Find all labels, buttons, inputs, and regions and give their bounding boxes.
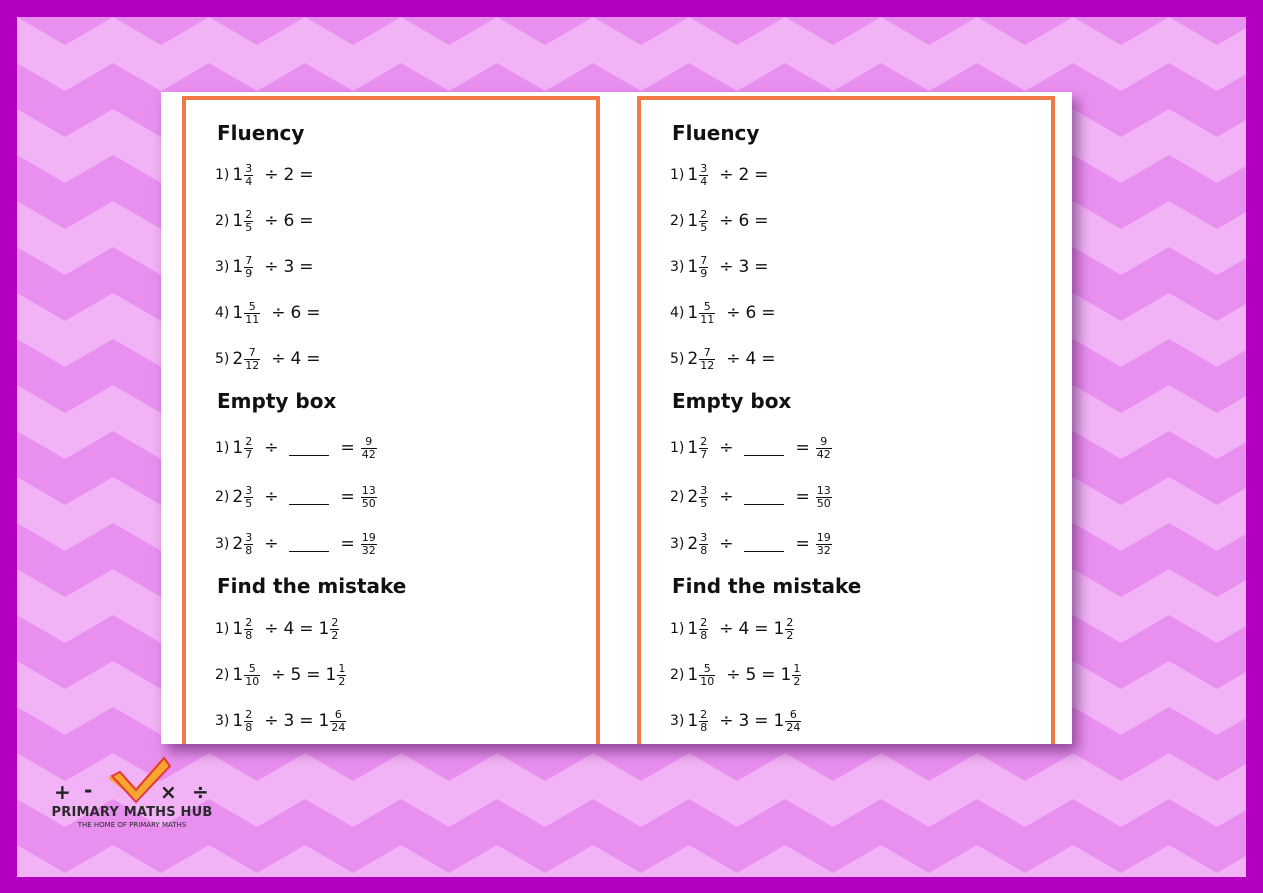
question-number: 2)	[670, 213, 685, 229]
result-fraction-numerator: 9	[365, 434, 373, 448]
fraction-numerator: 5	[248, 661, 256, 675]
divide-sign: ÷	[264, 165, 279, 185]
fraction	[699, 532, 708, 557]
divide-sign: ÷	[719, 711, 734, 731]
result-fraction-denominator: 24	[786, 720, 801, 734]
result-fraction-denominator: 42	[816, 447, 831, 461]
result-fraction-denominator: 2	[331, 628, 339, 642]
fraction-denominator: 8	[700, 543, 708, 557]
equals-sign: =	[761, 665, 776, 685]
equals-sign: =	[340, 487, 355, 507]
equals-sign: =	[795, 438, 810, 458]
fraction-denominator: 8	[245, 720, 253, 734]
question-number: 2)	[670, 489, 685, 505]
answer-blank	[744, 537, 784, 552]
question-number: 3)	[670, 536, 685, 552]
result-fraction-numerator: 13	[361, 483, 376, 497]
result-fraction-denominator: 32	[361, 543, 376, 557]
fraction-denominator: 10	[245, 674, 260, 688]
question-number: 5)	[670, 351, 685, 367]
question-number: 3)	[670, 259, 685, 275]
fraction-numerator: 2	[245, 615, 253, 629]
fraction-numerator: 7	[248, 345, 256, 359]
whole-number: 1	[687, 711, 699, 731]
answer-blank	[289, 441, 329, 456]
equals-sign: =	[754, 619, 769, 639]
fraction	[244, 209, 253, 234]
fraction-denominator: 4	[700, 174, 708, 188]
divide-sign: ÷	[264, 487, 279, 507]
fraction	[244, 436, 253, 461]
whole-number: 2	[232, 349, 244, 369]
primary-maths-hub-logo	[40, 752, 230, 832]
whole-number: 1	[232, 711, 244, 731]
section-title-find-mistake: Find the mistake	[672, 574, 862, 598]
result-fraction	[337, 663, 346, 688]
fraction-denominator: 9	[245, 266, 253, 280]
equals-sign: =	[306, 303, 321, 323]
worksheet-preview	[161, 92, 1072, 744]
result-fraction	[816, 436, 832, 461]
fraction-denominator: 5	[245, 220, 253, 234]
minus-icon: -	[84, 778, 93, 802]
result-fraction-denominator: 50	[361, 496, 376, 510]
fraction-numerator: 2	[700, 615, 708, 629]
equals-sign: =	[795, 487, 810, 507]
fraction-denominator: 5	[700, 220, 708, 234]
fraction	[699, 163, 708, 188]
result-whole: 1	[318, 619, 330, 639]
section-title-empty-box: Empty box	[672, 389, 792, 413]
fraction-numerator: 3	[700, 161, 708, 175]
answer-blank	[289, 490, 329, 505]
fraction-numerator: 3	[245, 483, 253, 497]
question-fluency-3	[670, 252, 774, 282]
whole-number: 1	[232, 438, 244, 458]
question-fluency-5	[215, 344, 326, 374]
equals-sign: =	[299, 211, 314, 231]
logo-title: PRIMARY MATHS HUB	[51, 805, 213, 820]
divisor: 4	[290, 349, 302, 369]
fraction	[244, 709, 253, 734]
fraction-denominator: 11	[245, 312, 260, 326]
question-number: 5)	[215, 351, 230, 367]
equals-sign: =	[340, 438, 355, 458]
fraction-denominator: 5	[700, 496, 708, 510]
result-fraction-numerator: 19	[816, 530, 831, 544]
fraction	[699, 663, 715, 688]
fraction-numerator: 5	[248, 299, 256, 313]
fraction	[244, 485, 253, 510]
divisor: 6	[738, 211, 750, 231]
divide-sign: ÷	[719, 438, 734, 458]
result-fraction	[792, 663, 801, 688]
result-fraction-denominator: 2	[338, 674, 346, 688]
result-fraction	[361, 485, 377, 510]
result-fraction	[816, 485, 832, 510]
fraction-denominator: 8	[700, 628, 708, 642]
divide-sign: ÷	[271, 303, 286, 323]
divide-sign: ÷	[719, 487, 734, 507]
equals-sign: =	[761, 303, 776, 323]
divisor: 5	[290, 665, 302, 685]
divide-sign: ÷	[719, 619, 734, 639]
question-fluency-5	[670, 344, 781, 374]
fraction-denominator: 4	[245, 174, 253, 188]
fraction-denominator: 12	[700, 358, 715, 372]
whole-number: 1	[687, 257, 699, 277]
worksheet-card-left	[182, 96, 600, 744]
fraction-numerator: 7	[700, 253, 708, 267]
divisor: 2	[738, 165, 750, 185]
question-number: 2)	[215, 489, 230, 505]
divisor: 6	[290, 303, 302, 323]
question-number: 4)	[670, 305, 685, 321]
answer-blank	[289, 537, 329, 552]
equals-sign: =	[754, 257, 769, 277]
divisor: 4	[283, 619, 295, 639]
question-fluency-2	[670, 206, 774, 236]
divide-sign: ÷	[264, 438, 279, 458]
fraction-denominator: 8	[700, 720, 708, 734]
result-fraction	[816, 532, 832, 557]
whole-number: 1	[232, 619, 244, 639]
question-empty-box-2	[215, 482, 383, 512]
question-number: 3)	[215, 259, 230, 275]
fraction-numerator: 2	[245, 207, 253, 221]
question-empty-box-3	[215, 529, 383, 559]
section-title-fluency: Fluency	[672, 121, 760, 145]
fraction	[699, 209, 708, 234]
result-fraction	[330, 709, 346, 734]
fraction-numerator: 3	[245, 161, 253, 175]
equals-sign: =	[306, 665, 321, 685]
result-whole: 1	[773, 711, 785, 731]
question-find-mistake-1	[670, 614, 800, 644]
fraction-numerator: 3	[700, 483, 708, 497]
fraction	[699, 436, 708, 461]
question-number: 1)	[670, 621, 685, 637]
question-find-mistake-3	[670, 706, 807, 736]
whole-number: 1	[232, 303, 244, 323]
result-whole: 1	[773, 619, 785, 639]
fraction	[244, 617, 253, 642]
section-title-find-mistake: Find the mistake	[217, 574, 407, 598]
question-number: 3)	[215, 713, 230, 729]
result-fraction-numerator: 6	[789, 707, 797, 721]
fraction-numerator: 3	[700, 530, 708, 544]
divide-sign: ÷	[726, 349, 741, 369]
divisor: 5	[745, 665, 757, 685]
question-fluency-1	[670, 160, 774, 190]
fraction-numerator: 5	[703, 661, 711, 675]
result-fraction-denominator: 32	[816, 543, 831, 557]
result-fraction-numerator: 9	[820, 434, 828, 448]
section-title-empty-box: Empty box	[217, 389, 337, 413]
question-find-mistake-2	[670, 660, 807, 690]
divide-sign: ÷	[264, 711, 279, 731]
question-fluency-2	[215, 206, 319, 236]
plus-icon: +	[54, 780, 71, 804]
divide-sign: ÷	[726, 303, 741, 323]
whole-number: 1	[687, 165, 699, 185]
question-number: 1)	[215, 440, 230, 456]
result-fraction-numerator: 1	[793, 661, 801, 675]
result-whole: 1	[780, 665, 792, 685]
question-empty-box-3	[670, 529, 838, 559]
result-fraction-numerator: 2	[331, 615, 339, 629]
question-number: 4)	[215, 305, 230, 321]
divide-sign: ÷	[719, 257, 734, 277]
question-number: 1)	[215, 621, 230, 637]
equals-sign: =	[754, 165, 769, 185]
fraction-numerator: 7	[703, 345, 711, 359]
fraction-denominator: 12	[245, 358, 260, 372]
question-number: 2)	[215, 213, 230, 229]
question-find-mistake-1	[215, 614, 345, 644]
equals-sign: =	[306, 349, 321, 369]
divide-sign: ÷	[264, 257, 279, 277]
fraction-numerator: 2	[700, 707, 708, 721]
whole-number: 2	[687, 534, 699, 554]
question-empty-box-1	[215, 433, 383, 463]
fraction	[244, 163, 253, 188]
result-whole: 1	[325, 665, 337, 685]
divide-sign: ÷	[271, 665, 286, 685]
whole-number: 1	[687, 211, 699, 231]
question-number: 2)	[215, 667, 230, 683]
question-empty-box-1	[670, 433, 838, 463]
fraction	[699, 301, 715, 326]
divide-sign: ÷	[264, 619, 279, 639]
fraction	[244, 532, 253, 557]
result-fraction-numerator: 19	[361, 530, 376, 544]
equals-sign: =	[299, 165, 314, 185]
result-fraction	[785, 617, 794, 642]
fraction-denominator: 5	[245, 496, 253, 510]
equals-sign: =	[795, 534, 810, 554]
result-fraction-denominator: 24	[331, 720, 346, 734]
fraction-numerator: 2	[700, 434, 708, 448]
question-number: 1)	[215, 167, 230, 183]
question-fluency-3	[215, 252, 319, 282]
fraction	[699, 709, 708, 734]
whole-number: 1	[232, 665, 244, 685]
whole-number: 1	[687, 665, 699, 685]
divisor: 3	[283, 711, 295, 731]
equals-sign: =	[340, 534, 355, 554]
divide-sign: ÷	[719, 165, 734, 185]
result-fraction-denominator: 2	[786, 628, 794, 642]
divisor: 3	[283, 257, 295, 277]
divide-icon: ÷	[192, 780, 209, 804]
whole-number: 1	[687, 438, 699, 458]
fraction	[699, 255, 708, 280]
question-number: 1)	[670, 440, 685, 456]
fraction-denominator: 11	[700, 312, 715, 326]
result-fraction-denominator: 50	[816, 496, 831, 510]
result-whole: 1	[318, 711, 330, 731]
fraction-denominator: 8	[245, 543, 253, 557]
equals-sign: =	[754, 211, 769, 231]
fraction-numerator: 2	[245, 434, 253, 448]
fraction	[244, 663, 260, 688]
divisor: 6	[745, 303, 757, 323]
fraction-numerator: 2	[245, 707, 253, 721]
question-number: 2)	[670, 667, 685, 683]
fraction-denominator: 7	[700, 447, 708, 461]
whole-number: 1	[232, 257, 244, 277]
equals-sign: =	[299, 619, 314, 639]
fraction	[699, 347, 715, 372]
fraction-numerator: 7	[245, 253, 253, 267]
result-fraction-numerator: 13	[816, 483, 831, 497]
question-number: 3)	[670, 713, 685, 729]
divide-sign: ÷	[264, 211, 279, 231]
divide-sign: ÷	[719, 534, 734, 554]
result-fraction	[361, 436, 377, 461]
divisor: 4	[745, 349, 757, 369]
fraction-denominator: 9	[700, 266, 708, 280]
answer-blank	[744, 490, 784, 505]
question-find-mistake-3	[215, 706, 352, 736]
divisor: 3	[738, 711, 750, 731]
fraction-numerator: 3	[245, 530, 253, 544]
question-fluency-1	[215, 160, 319, 190]
divide-sign: ÷	[726, 665, 741, 685]
section-title-fluency: Fluency	[217, 121, 305, 145]
equals-sign: =	[299, 711, 314, 731]
question-fluency-4	[670, 298, 781, 328]
result-fraction	[361, 532, 377, 557]
whole-number: 1	[687, 303, 699, 323]
divisor: 2	[283, 165, 295, 185]
whole-number: 1	[232, 211, 244, 231]
equals-sign: =	[761, 349, 776, 369]
question-fluency-4	[215, 298, 326, 328]
divide-sign: ÷	[264, 534, 279, 554]
multiply-icon: ×	[160, 780, 177, 804]
answer-blank	[744, 441, 784, 456]
fraction	[244, 347, 260, 372]
question-find-mistake-2	[215, 660, 352, 690]
equals-sign: =	[754, 711, 769, 731]
fraction-denominator: 7	[245, 447, 253, 461]
logo-subtitle: THE HOME OF PRIMARY MATHS	[77, 821, 187, 829]
worksheet-card-right	[637, 96, 1055, 744]
equals-sign: =	[299, 257, 314, 277]
whole-number: 2	[687, 349, 699, 369]
whole-number: 1	[687, 619, 699, 639]
question-number: 1)	[670, 167, 685, 183]
result-fraction-numerator: 1	[338, 661, 346, 675]
whole-number: 1	[232, 165, 244, 185]
whole-number: 2	[687, 487, 699, 507]
divide-sign: ÷	[271, 349, 286, 369]
result-fraction-numerator: 2	[786, 615, 794, 629]
fraction	[699, 485, 708, 510]
result-fraction	[330, 617, 339, 642]
result-fraction	[785, 709, 801, 734]
fraction-denominator: 8	[245, 628, 253, 642]
result-fraction-denominator: 42	[361, 447, 376, 461]
fraction	[244, 301, 260, 326]
result-fraction-numerator: 6	[334, 707, 342, 721]
fraction-numerator: 5	[703, 299, 711, 313]
question-number: 3)	[215, 536, 230, 552]
divide-sign: ÷	[719, 211, 734, 231]
fraction	[244, 255, 253, 280]
divisor: 6	[283, 211, 295, 231]
fraction-numerator: 2	[700, 207, 708, 221]
whole-number: 2	[232, 487, 244, 507]
fraction-denominator: 10	[700, 674, 715, 688]
whole-number: 2	[232, 534, 244, 554]
result-fraction-denominator: 2	[793, 674, 801, 688]
question-empty-box-2	[670, 482, 838, 512]
divisor: 4	[738, 619, 750, 639]
fraction	[699, 617, 708, 642]
divisor: 3	[738, 257, 750, 277]
